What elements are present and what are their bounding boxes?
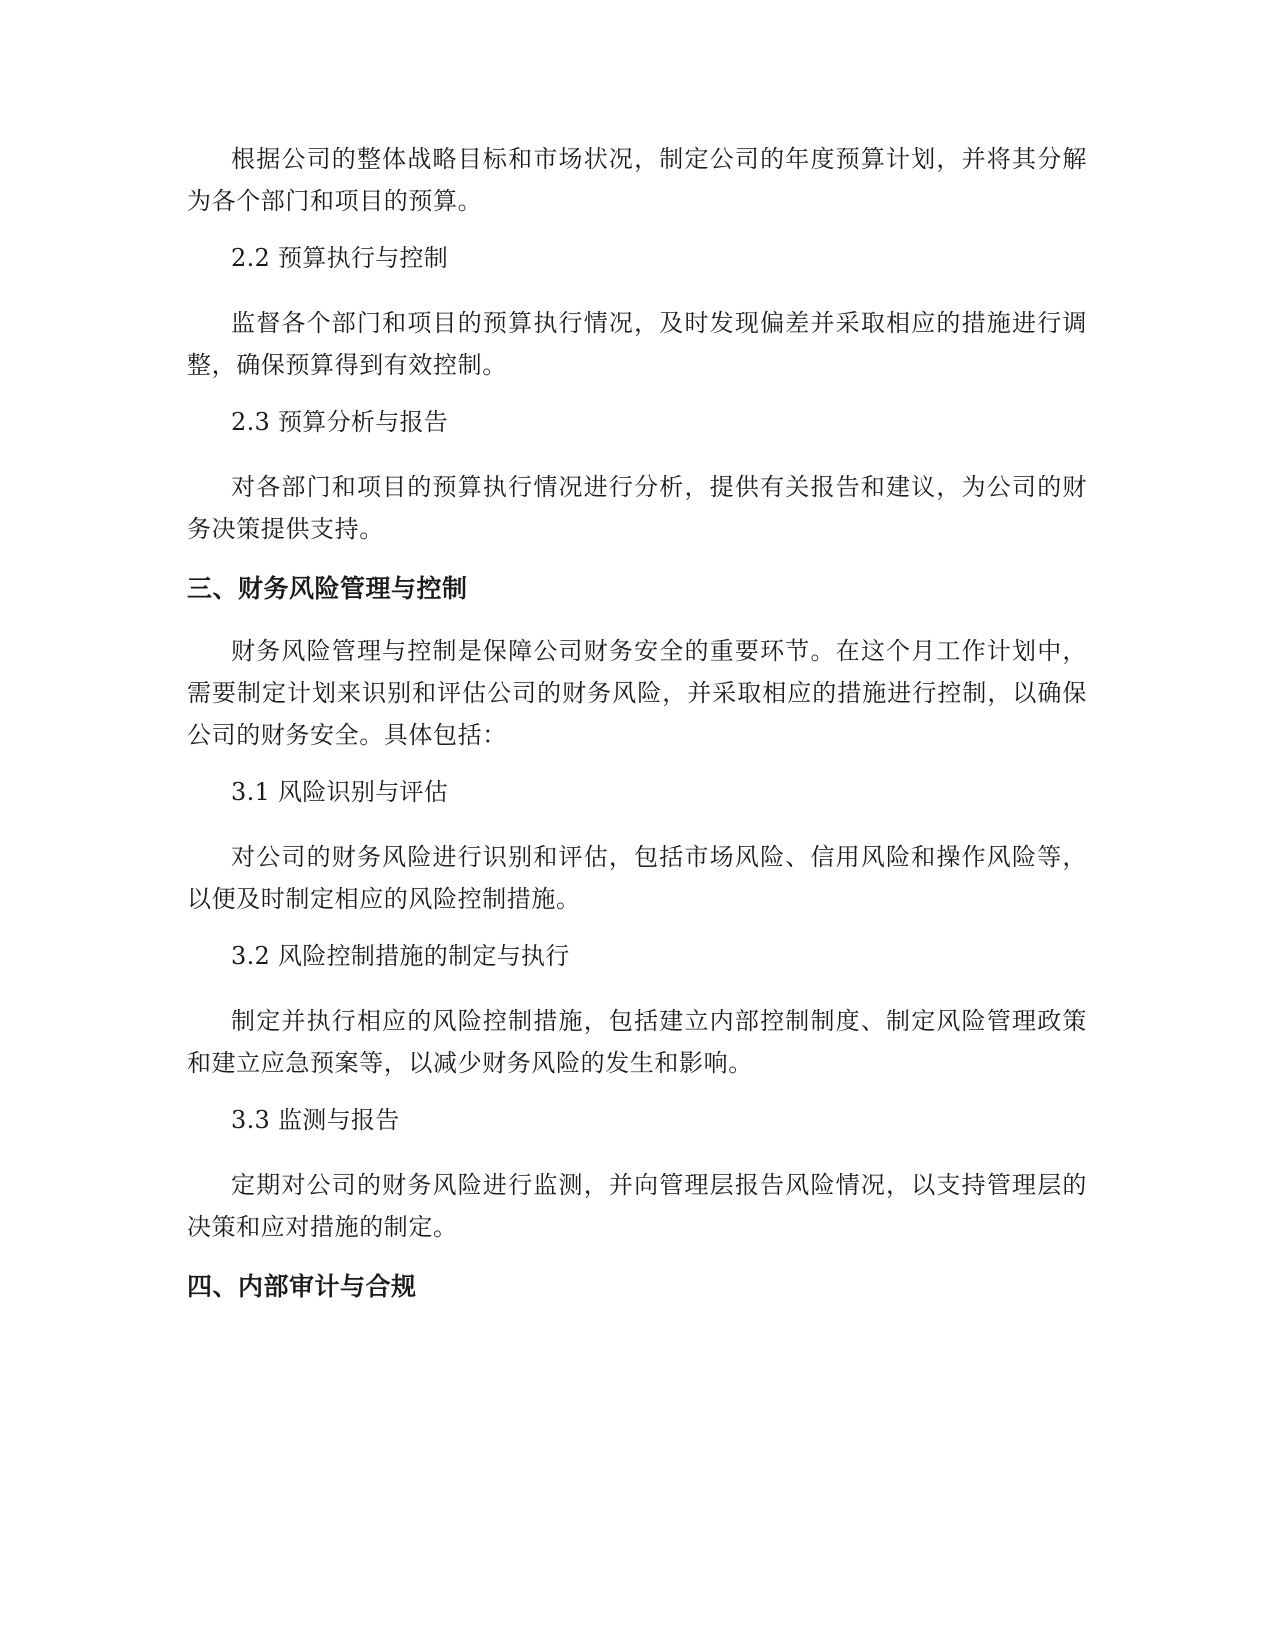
paragraph-risk-control: 制定并执行相应的风险控制措施，包括建立内部控制制度、制定风险管理政策和建立应急预案等，以减少财务风险的发生和影响。 xyxy=(187,1007,1087,1077)
subheading-3-3: 3.3 监测与报告 xyxy=(231,1106,400,1134)
paragraph-budget-analysis: 对各部门和项目的预算执行情况进行分析，提供有关报告和建议，为公司的财务决策提供支持。 xyxy=(187,473,1087,543)
paragraph-risk-identification: 对公司的财务风险进行识别和评估，包括市场风险、信用风险和操作风险等，以便及时制定相应的风险控制措施。 xyxy=(187,843,1087,913)
paragraph-budget-planning: 根据公司的整体战略目标和市场状况，制定公司的年度预算计划，并将其分解为各个部门和项目的预算。 xyxy=(187,145,1087,215)
subheading-3-2: 3.2 风险控制措施的制定与执行 xyxy=(231,942,570,970)
paragraph-budget-execution: 监督各个部门和项目的预算执行情况，及时发现偏差并采取相应的措施进行调整，确保预算得到有效控制。 xyxy=(187,309,1087,379)
document-page xyxy=(187,0,1087,1650)
section-heading-4: 四、内部审计与合规 xyxy=(187,1272,417,1301)
paragraph-risk-intro: 财务风险管理与控制是保障公司财务安全的重要环节。在这个月工作计划中，需要制定计划来识别和评估公司的财务风险，并采取相应的措施进行控制，以确保公司的财务安全。具体包括： xyxy=(187,637,1087,749)
section-heading-3: 三、财务风险管理与控制 xyxy=(187,574,468,603)
subheading-3-1: 3.1 风险识别与评估 xyxy=(231,778,449,806)
subheading-2-3: 2.3 预算分析与报告 xyxy=(231,408,449,436)
paragraph-monitoring: 定期对公司的财务风险进行监测，并向管理层报告风险情况，以支持管理层的决策和应对措施的制定。 xyxy=(187,1171,1087,1241)
subheading-2-2: 2.2 预算执行与控制 xyxy=(231,244,449,272)
